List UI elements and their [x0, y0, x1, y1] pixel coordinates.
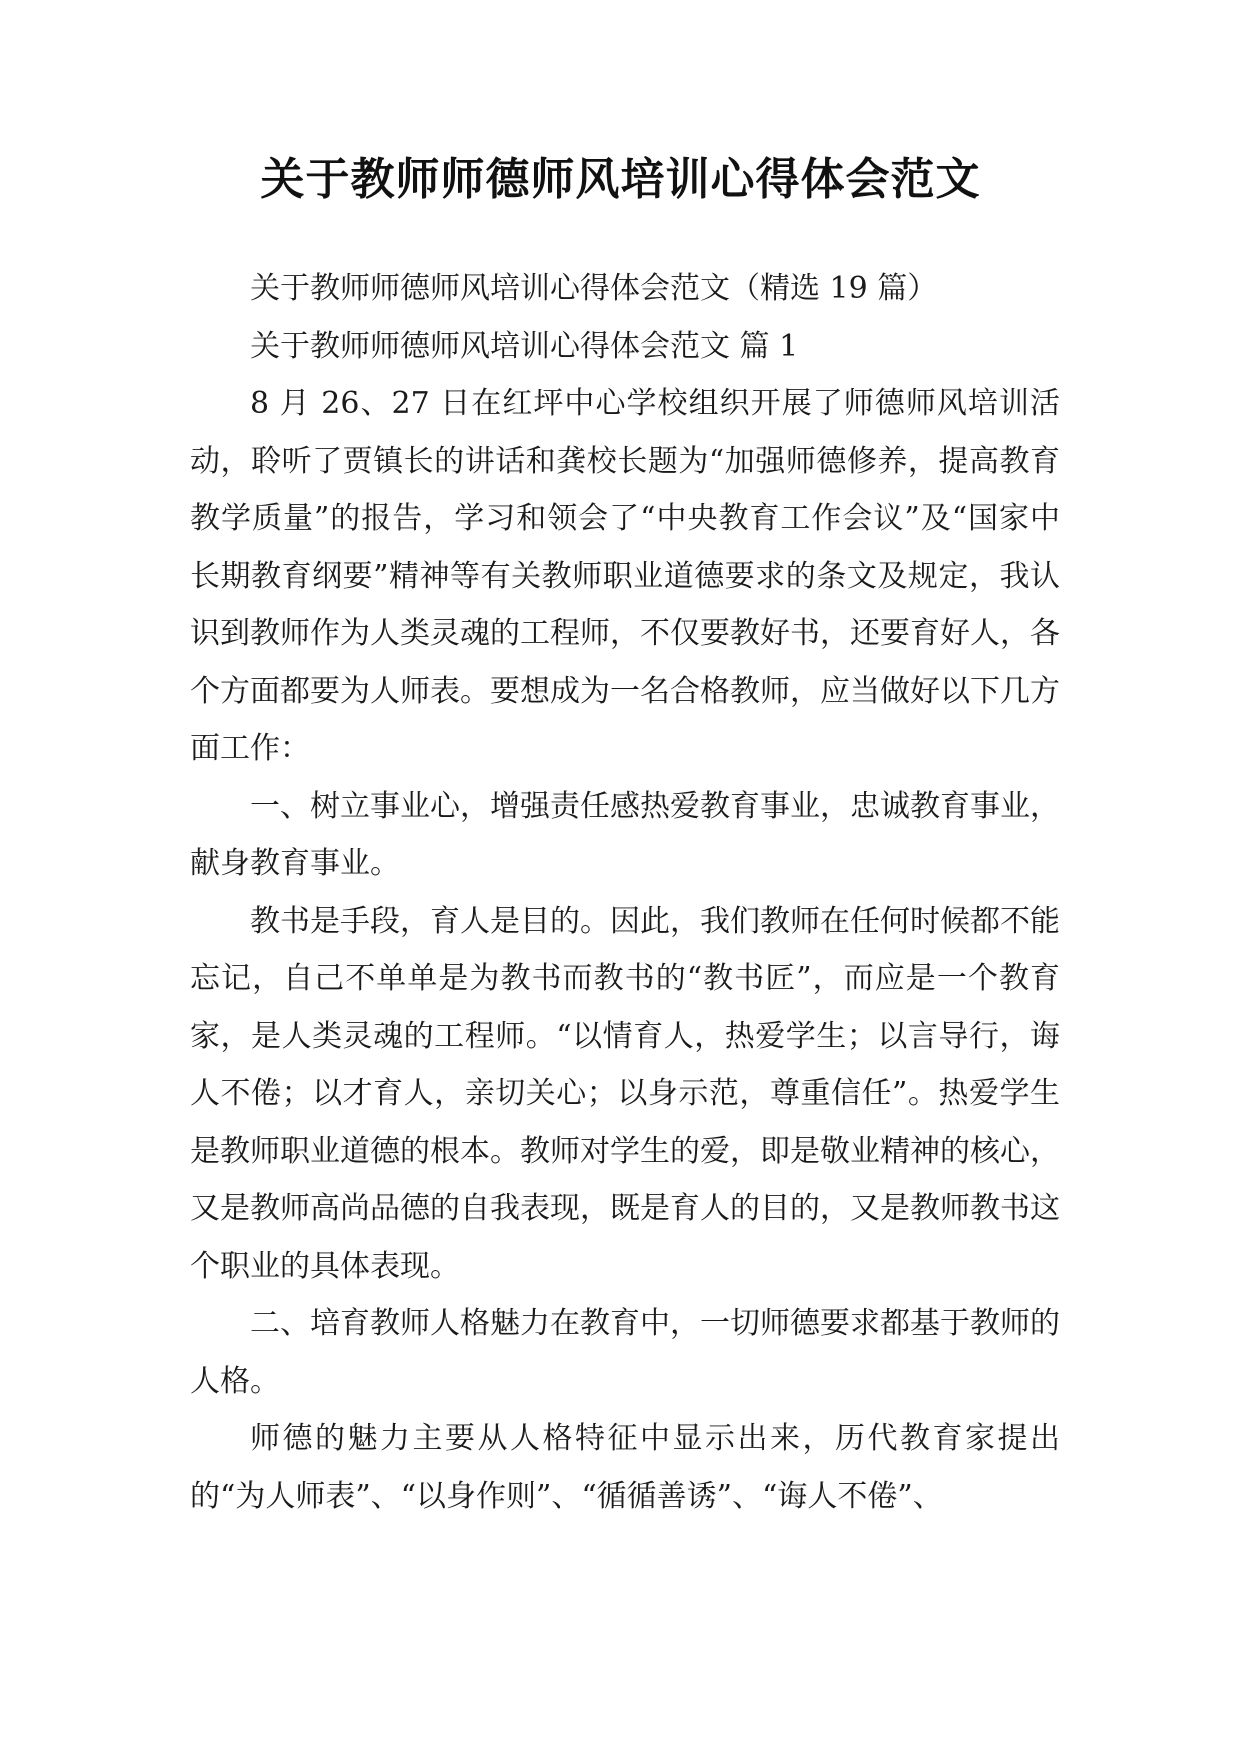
paragraph-section-heading: 关于教师师德师风培训心得体会范文 篇 1	[250, 328, 799, 364]
paragraph: 二、培育教师人格魅力在教育中，一切师德要求都基于教师的人格。	[190, 1306, 1060, 1399]
document-title: 关于教师师德师风培训心得体会范文	[260, 154, 981, 205]
paragraph: 8 月 26、27 日在红坪中心学校组织开展了师德师风培训活动，聆听了贾镇长的讲话和龚校长题为“加强师德修养，提高教育教学质量”的报告，学习和领会了“中央教育工作会议”及“国家中长期教育纲要”精神等有关教师职业道德要求的条文及规定，我认识到教师作为人类灵魂的工程师，不仅要教好书，还要育好人，各个方面都要为人师表。要想成为一名合格教师，应当做好以下几方面工作：	[190, 386, 1060, 766]
document-body	[190, 260, 1060, 1525]
paragraph: 师德的魅力主要从人格特征中显示出来，历代教育家提出的“为人师表”、“以身作则”、“循循善诱”、“诲人不倦”、	[190, 1421, 1060, 1514]
paragraph-subtitle: 关于教师师德师风培训心得体会范文（精选 19 篇）	[250, 271, 938, 306]
paragraph: 教书是手段，育人是目的。因此，我们教师在任何时候都不能忘记，自己不单单是为教书而教书的“教书匠”，而应是一个教育家，是人类灵魂的工程师。“以情育人，热爱学生；以言导行，诲人不倦；以才育人，亲切关心；以身示范，尊重信任”。热爱学生是教师职业道德的根本。教师对学生的爱，即是敬业精神的核心，又是教师高尚品德的自我表现，既是育人的目的，又是教师教书这个职业的具体表现。	[190, 903, 1060, 1284]
paragraph: 一、树立事业心，增强责任感热爱教育事业，忠诚教育事业，献身教育事业。	[190, 788, 1060, 881]
